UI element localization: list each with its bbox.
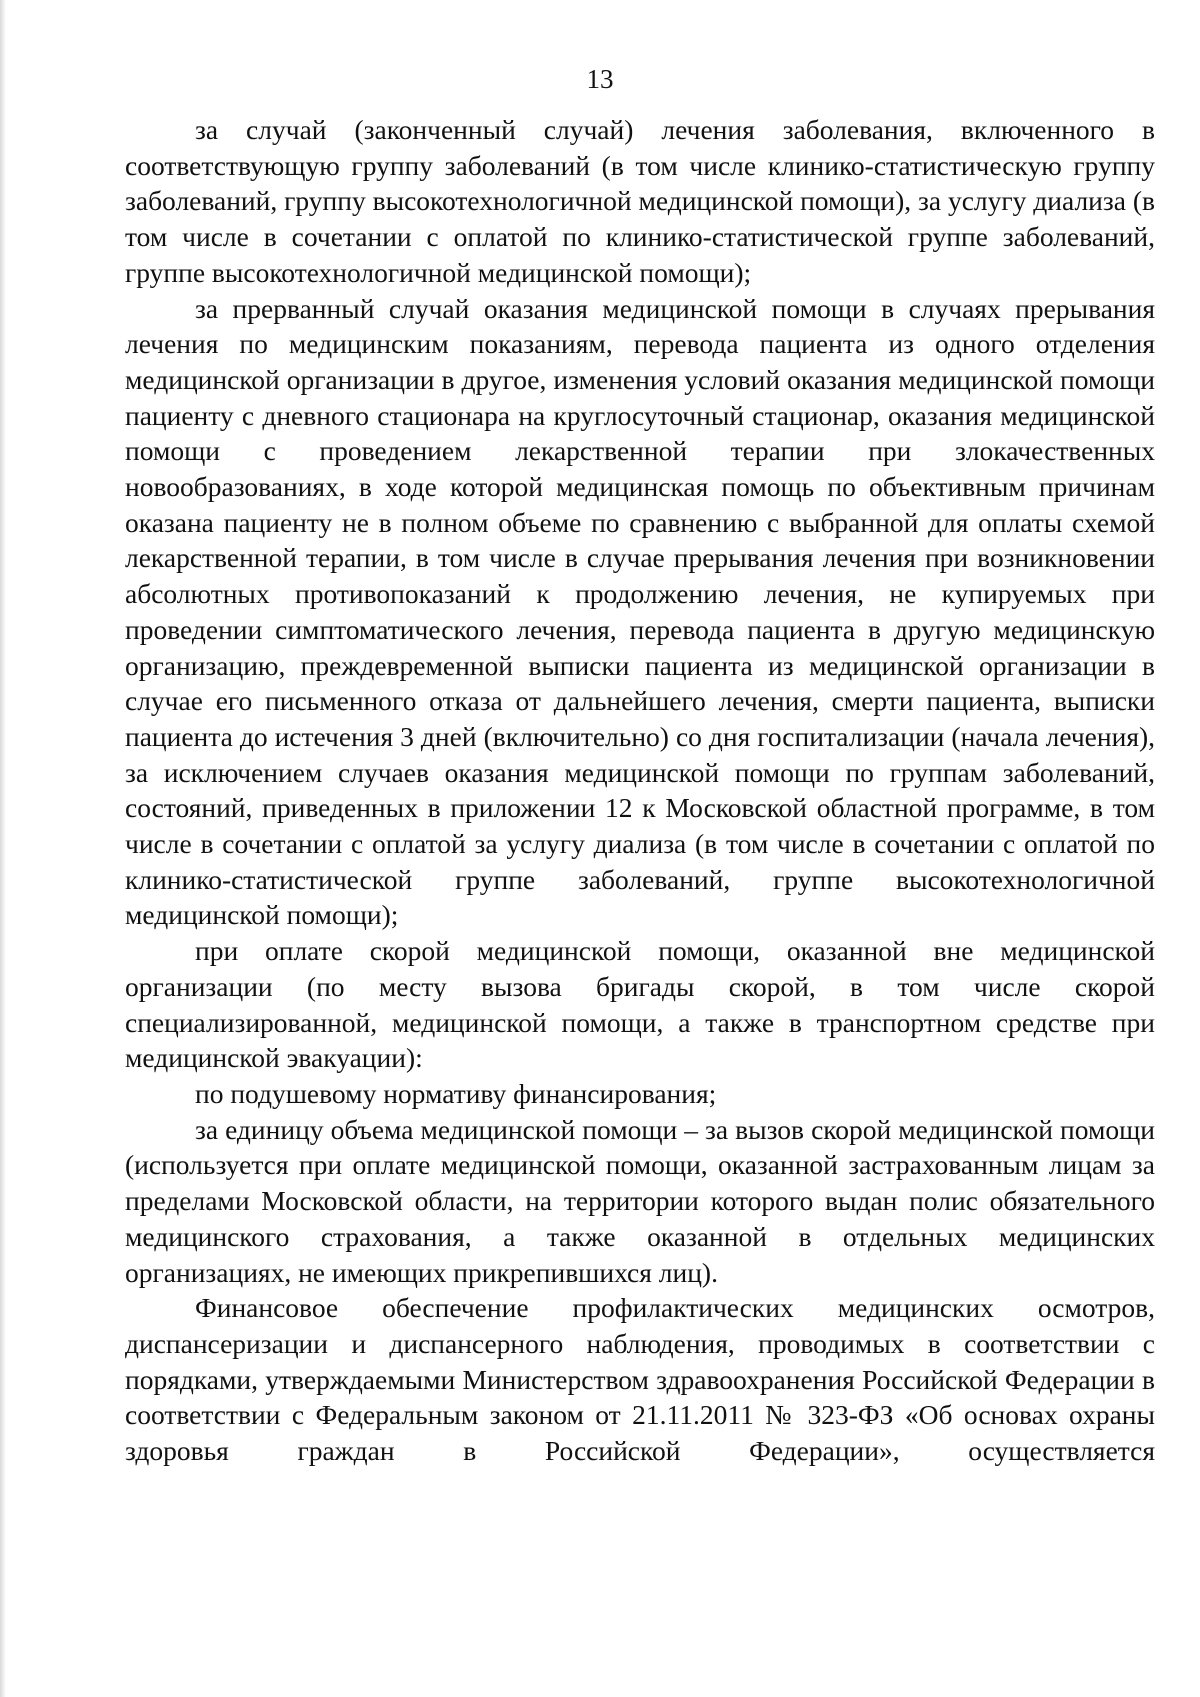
paragraph-financial-support: Финансовое обеспечение профилактических медицинских осмотров, диспансеризации и диспансерного наблюдения, проводимых в соответствии с порядками, утверждаемыми Министерством здравоохранения Российской Федерации в соответствии с Федеральным законом от 21.11.2011 № 323-ФЗ «Об основах охраны здоровья граждан в Российской Федерации», осуществляется (125, 1292, 1155, 1467)
page-edge-shadow (0, 0, 6, 1697)
paragraph-ambulance-payment: при оплате скорой медицинской помощи, оказанной вне медицинской организации (по месту вызова бригады скорой, в том числе скорой специализированной, медицинской помощи, а также в транспортном средстве при медицинской эвакуации): (125, 935, 1155, 1074)
paragraph-completed-case: за случай (законченный случай) лечения заболевания, включенного в соответствующую группу заболеваний (в том числе клинико-статистическую группу заболеваний, группу высокотехнологичной медицинской помощи), за услугу диализа (в том числе в сочетании с оплатой по клинико-статистической группе заболеваний, группе высокотехнологичной медицинской помощи); (125, 114, 1155, 288)
page-number: 13 (586, 64, 614, 94)
paragraph-interrupted-case: за прерванный случай оказания медицинской помощи в случаях прерывания лечения по медицинским показаниям, перевода пациента из одного отделения медицинской организации в другое, изменения условий оказания медицинской помощи пациенту с дневного стационара на круглосуточный стационар, оказания медицинской помощи с проведением лекарственной терапии при злокачественных новообразованиях, в ходе которой медицинская помощь по объективным причинам оказана пациенту не в полном объеме по сравнению с выбранной для оплаты схемой лекарственной терапии, в том числе в случае прерывания лечения при возникновении абсолютных противопоказаний к продолжению лечения, не купируемых при проведении симптоматического лечения, перевода пациента в другую медицинскую организацию, преждевременной выписки пациента из медицинской организации в случае его письменного отказа от дальнейшего лечения, смерти пациента, выписки пациента до истечения 3 дней (включительно) со дня госпитализации (начала лечения), за исключением случаев оказания медицинской помощи по группам заболеваний, состояний, приведенных в приложении 12 к Московской областной программе, в том числе в сочетании с оплатой за услугу диализа (в том числе в сочетании с оплатой по клинико-статистической группе заболеваний, группе высокотехнологичной медицинской помощи); (125, 292, 1155, 931)
document-body (125, 112, 1155, 1469)
paragraph-per-capita-standard: по подушевому нормативу финансирования; (195, 1077, 717, 1109)
paragraph-unit-of-volume: за единицу объема медицинской помощи – за вызов скорой медицинской помощи (используется при оплате медицинской помощи, оказанной застрахованным лицам за пределами Московской области, на территории которого выдан полис обязательного медицинского страхования, а также оказанной в отдельных медицинских организациях, не имеющих прикрепившихся лиц). (125, 1113, 1155, 1288)
